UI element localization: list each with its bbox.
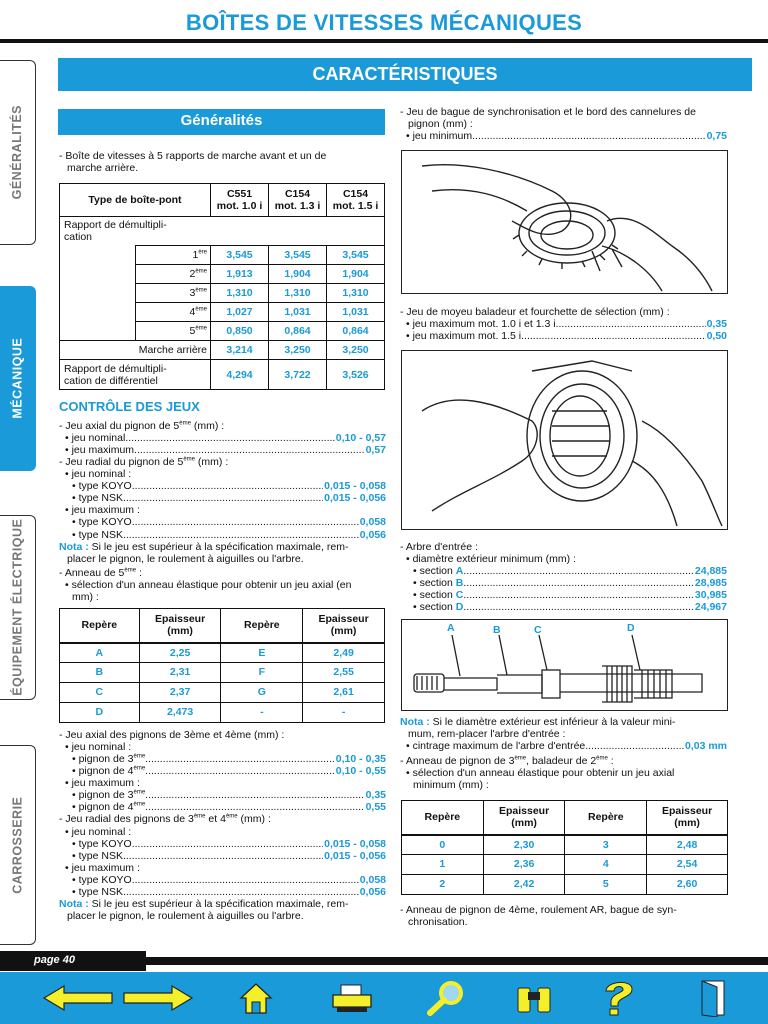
spec-line: • type NSK ..... 0,056 [59,886,386,898]
demult-label: Rapport de démultipli- cation [60,217,385,246]
table-row: 1 2,36 4 2,54 [402,855,728,875]
help-button[interactable] [596,978,640,1018]
spec-line: • pignon de 3ème ..... 0,35 [59,789,386,801]
nota-arbre-section: Nota : Si le diamètre extérieur est inférieur à la valeur mini- mum, rem-placer l'arbre d'entrée : • cintrage maximum de l'arbre d'entrée ..... 0,03 mm - Anneau de pignon de 3ème, baladeur de 2ème : • sélection d'un anneau élastique pour obtenir un jeu axial minimum (mm) : [400,716,727,791]
home-icon [238,980,274,1016]
page-number: page 40 [0,951,146,971]
ratio-header: Type de boîte-pont [60,184,211,217]
spec-line: • jeu maximum ..... 0,57 [59,444,386,456]
exit-button[interactable] [698,978,728,1018]
sidebar-tab-carrosserie[interactable]: CARROSSERIE [0,745,36,945]
table-row: 5ème 0,850 0,864 0,864 [60,322,385,341]
shaft-label-c: C [534,624,542,636]
spec-line: • type NSK ..... 0,015 - 0,056 [59,850,386,862]
sync-ring-illustration [401,150,728,294]
spec-line: • section D ..... 24,967 [400,601,727,613]
intro-line: marche arrière. [67,162,139,175]
header-divider [0,39,768,43]
shaft-label-d: D [627,622,635,634]
spec-line: • type KOYO ..... 0,058 [59,874,386,886]
jeu-34-section: - Jeu axial des pignons de 3ème et 4ème (mm) : • jeu nominal : • pignon de 3ème ..... 0,10 - 0,35 • pignon de 4ème ..... 0,10 - 0,55 • jeu maximum : • pignon de 3ème ..... 0,35 • pignon de 4ème ..... 0,55 - Jeu radial des pignons de 3ème et 4ème (mm) : • jeu nominal : • type KOYO ..... 0,015 - 0,058 • type NSK ..... 0,015 - 0,056 • jeu maximum : • type KOYO ..... 0,058 • type NSK ..... 0,056 Nota : Si le jeu est supérieur à la spécification maximale, rem- placer le pignon, le roulement à aiguilles ou l'arbre. [59,729,386,922]
spec-line: • jeu nominal ..... 0,10 - 0,57 [59,432,386,444]
table-row: Rapport de démultipli- cation de différentiel 4,294 3,722 3,526 [60,360,385,390]
spec-line: • cintrage maximum de l'arbre d'entrée ..... 0,03 mm [400,740,727,752]
sync-section: - Jeu de bague de synchronisation et le bord des cannelures de pignon (mm) : • jeu minimum ..... 0,75 [400,106,727,142]
search-button[interactable] [424,978,468,1018]
left-column [59,150,386,174]
navigation-bar [0,972,768,1024]
shaft-illustration [401,619,728,711]
generalites-title: Généralités [58,109,385,135]
table-row: 0 2,30 3 2,48 [402,835,728,855]
print-button[interactable] [330,978,374,1018]
spec-line: • jeu maximum mot. 1.5 i ..... 0,50 [400,330,727,342]
magnifier-icon [426,980,466,1016]
spec-line: • pignon de 4ème ..... 0,10 - 0,55 [59,765,386,777]
spec-line: • type KOYO ..... 0,015 - 0,058 [59,838,386,850]
sidebar-tab-generalites[interactable]: GÉNÉRALITÉS [0,60,36,245]
table-row: 2ème 1,913 1,904 1,904 [60,265,385,284]
spec-line: • type KOYO ..... 0,058 [59,516,386,528]
home-button[interactable] [236,978,276,1018]
controle-section: CONTRÔLE DES JEUX - Jeu axial du pignon de 5ème (mm) : • jeu nominal ..... 0,10 - 0,57 • jeu maximum ..... 0,57 - Jeu radial du pignon de 5ème (mm) : • jeu nominal : • type KOYO ..... 0,015 - 0,058 • type NSK ..... 0,015 - 0,056 • jeu maximum : • type KOYO ..... 0,058 • type NSK ..... 0,056 Nota : Si le jeu est supérieur à la spécification maximale, rem- placer le pignon, le roulement à aiguilles ou l'arbre. - Anneau de 5ème : • sélection d'un anneau élastique pour obtenir un jeu axial (en mm) : [59,400,386,603]
ratio-col-header: C551 mot. 1.0 i [211,184,269,217]
anneau-4-section: - Anneau de pignon de 4ème, roulement AR, bague de syn- chronisation. [400,904,677,929]
spec-line: • jeu minimum ..... 0,75 [400,130,727,142]
next-page-button[interactable] [120,978,195,1018]
table-row: C 2,37 G 2,61 [60,683,385,703]
controle-title: CONTRÔLE DES JEUX [59,399,200,414]
spec-line: • section A ..... 24,885 [400,565,727,577]
table-row: 2 2,42 5 2,60 [402,875,728,895]
fork-illustration [401,350,728,530]
table-row: A 2,25 E 2,49 [60,643,385,663]
zoom-button[interactable] [512,978,556,1018]
question-mark-icon [596,979,640,1017]
shaft-label-a: A [447,622,455,634]
arbre-section: - Arbre d'entrée : • diamètre extérieur minimum (mm) : • section A ..... 24,885 • section B ..... 28,985 • section C ..... 30,985 • section D ..... 24,967 [400,541,727,613]
moyeu-section: - Jeu de moyeu baladeur et fourchette de sélection (mm) : • jeu maximum mot. 1.0 i et 1.3 i ..... 0,35 • jeu maximum mot. 1.5 i ..... 0,50 [400,306,727,342]
sidebar-tab-mecanique[interactable]: MÉCANIQUE [0,286,36,471]
table-row: D 2,473 - - [60,703,385,723]
sidebar-tab-equipement-electrique[interactable]: ÉQUIPEMENT ÉLECTRIQUE [0,515,36,700]
spec-line: • type NSK ..... 0,056 [59,529,386,541]
table-row: 1ère 3,545 3,545 3,545 [60,246,385,265]
table-row: 3ème 1,310 1,310 1,310 [60,284,385,303]
ratio-table [59,183,385,390]
table-row: B 2,31 F 2,55 [60,663,385,683]
spec-line: • pignon de 4ème ..... 0,55 [59,801,386,813]
binoculars-icon [514,980,554,1016]
page-header [0,0,768,42]
ratio-col-header: C154 mot. 1.3 i [269,184,327,217]
exit-door-icon [699,979,727,1017]
spec-line: • jeu maximum mot. 1.0 i et 1.3 i ..... 0,35 [400,318,727,330]
page-title: BOÎTES DE VITESSES MÉCANIQUES [185,10,583,35]
spec-line: • type NSK ..... 0,015 - 0,056 [59,492,386,504]
ring-table-2: Repère Epaisseur (mm) Repère Epaisseur (mm) 0 2,30 3 2,48 1 2,36 4 2,54 2 2,42 5 2,60 [401,800,728,895]
arrow-right-icon [122,983,194,1013]
prev-page-button[interactable] [40,978,115,1018]
spec-line: • section C ..... 30,985 [400,589,727,601]
section-banner: CARACTÉRISTIQUES [58,58,752,91]
spec-line: • pignon de 3ème ..... 0,10 - 0,35 [59,753,386,765]
shaft-label-b: B [493,624,501,636]
intro-line: - Boîte de vitesses à 5 rapports de marche avant et un de [59,150,327,162]
spec-line: • section B ..... 28,985 [400,577,727,589]
ratio-col-header: C154 mot. 1.5 i [327,184,385,217]
spec-line: • type KOYO ..... 0,015 - 0,058 [59,480,386,492]
ring-table-1: Repère Epaisseur (mm) Repère Epaisseur (mm) A 2,25 E 2,49 B 2,31 F 2,55 C 2,37 G 2,61 D 2,473 - - [59,608,385,723]
table-row: Marche arrière 3,214 3,250 3,250 [60,341,385,360]
arrow-left-icon [42,983,114,1013]
table-row: 4ème 1,027 1,031 1,031 [60,303,385,322]
printer-icon [331,981,373,1015]
